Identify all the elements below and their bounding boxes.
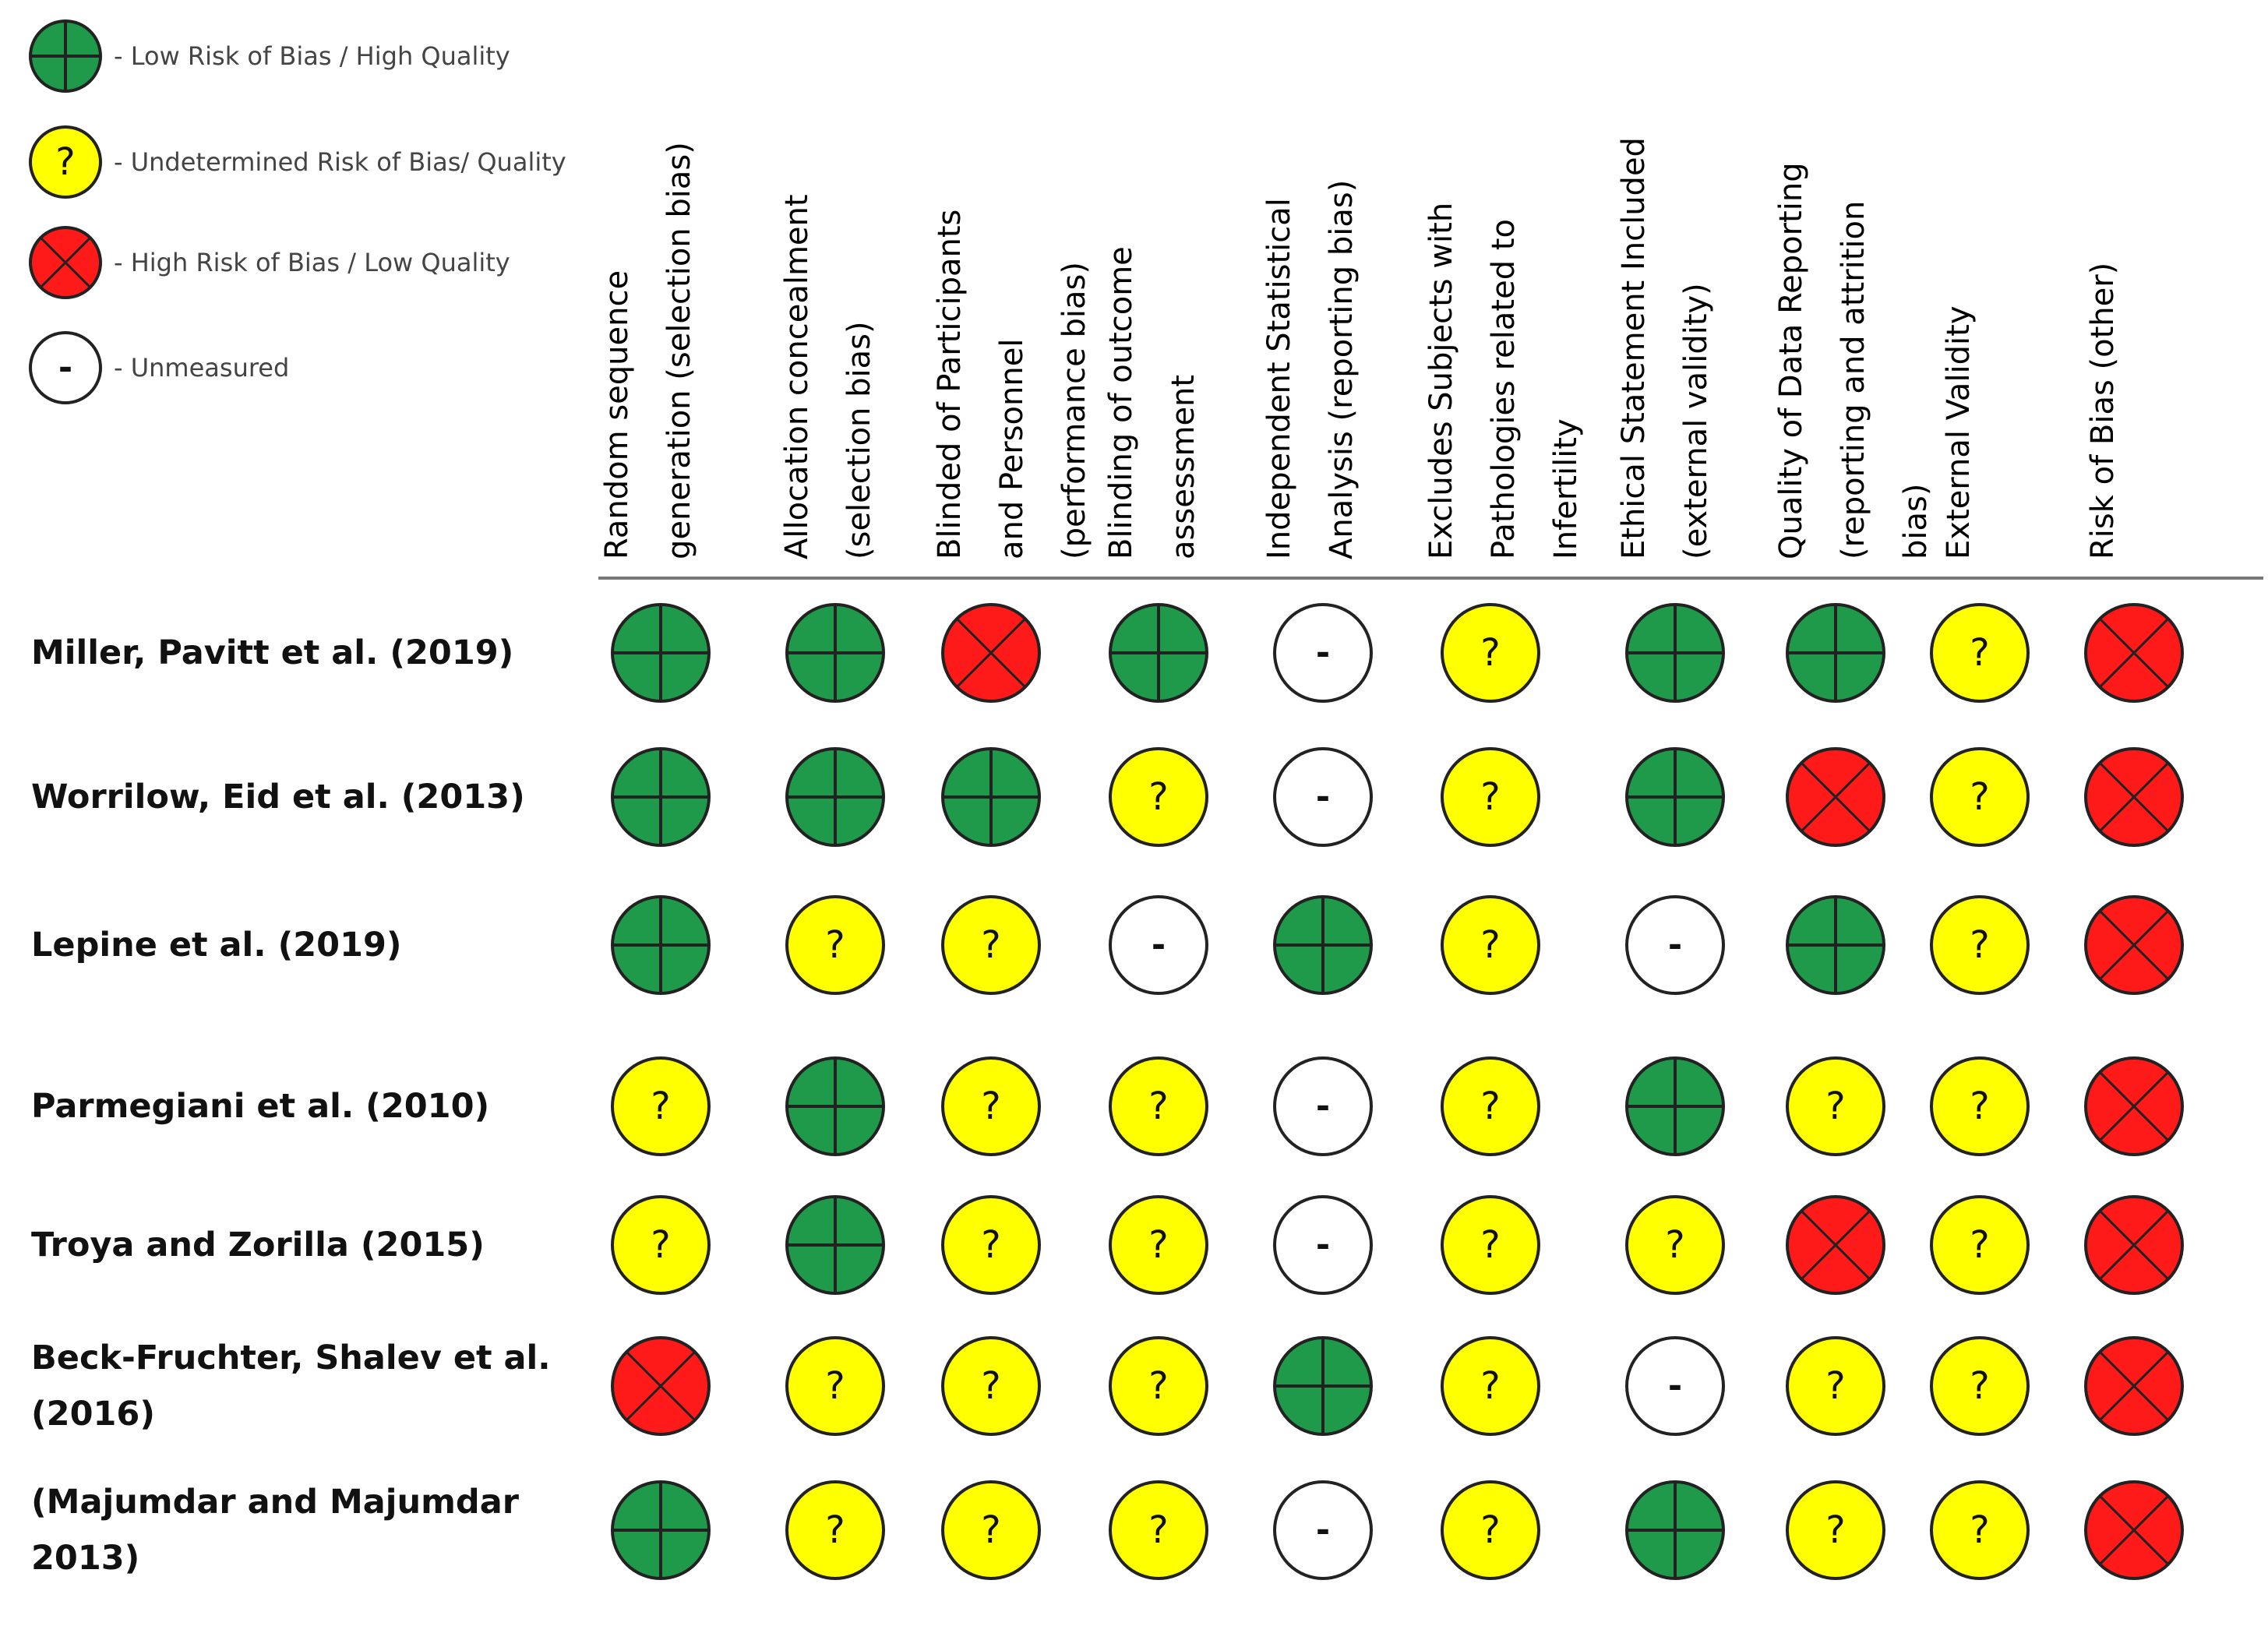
plus-circle-icon bbox=[612, 749, 709, 845]
dash-circle-icon bbox=[1627, 1338, 1723, 1434]
plus-circle-icon bbox=[1627, 749, 1723, 845]
plus-circle-icon bbox=[30, 21, 101, 91]
study-label bbox=[31, 1339, 551, 1434]
plus-circle-icon bbox=[612, 1482, 709, 1578]
dash-mark: - bbox=[1667, 1366, 1683, 1406]
question-circle-icon bbox=[1442, 1058, 1539, 1155]
table-row bbox=[612, 897, 2182, 993]
legend-label-undetermined: - Undetermined Risk of Bias/ Quality bbox=[114, 147, 566, 177]
dash-mark: - bbox=[1315, 633, 1331, 673]
column-header-4 bbox=[1103, 246, 1201, 559]
cross-circle-icon bbox=[2086, 1482, 2182, 1578]
plus-circle-icon bbox=[612, 605, 709, 701]
question-mark: ? bbox=[825, 1364, 845, 1408]
cross-circle-icon bbox=[2086, 1058, 2182, 1155]
question-mark: ? bbox=[825, 923, 845, 967]
column-header-line: Quality of Data Reporting bbox=[1773, 162, 1809, 559]
column-header-9 bbox=[1941, 305, 1977, 559]
question-mark: ? bbox=[981, 1508, 1001, 1552]
study-label-line: Worrilow, Eid et al. (2013) bbox=[31, 778, 525, 817]
cross-circle-icon bbox=[1787, 749, 1884, 845]
legend bbox=[30, 21, 566, 403]
question-mark: ? bbox=[981, 1223, 1001, 1267]
question-mark: ? bbox=[1970, 1223, 1990, 1267]
column-header-line: Blinded of Participants bbox=[932, 209, 968, 559]
study-label bbox=[31, 778, 525, 817]
legend-label-low: - Low Risk of Bias / High Quality bbox=[114, 41, 510, 71]
question-mark: ? bbox=[1825, 1508, 1846, 1552]
question-mark: ? bbox=[1825, 1085, 1846, 1128]
question-circle-icon bbox=[1787, 1058, 1884, 1155]
question-circle-icon bbox=[1110, 749, 1207, 845]
plus-circle-icon bbox=[1627, 1482, 1723, 1578]
dash-mark: - bbox=[1315, 1086, 1331, 1127]
column-header-line: Allocation concealment bbox=[779, 194, 815, 559]
cross-circle-icon bbox=[2086, 1197, 2182, 1293]
cross-circle-icon bbox=[2086, 897, 2182, 993]
legend-label-high: - High Risk of Bias / Low Quality bbox=[114, 248, 510, 277]
column-header-line: Infertility bbox=[1548, 418, 1584, 559]
question-circle-icon bbox=[943, 1197, 1039, 1293]
study-label-line: (Majumdar and Majumdar bbox=[31, 1483, 519, 1522]
question-mark: ? bbox=[1148, 1223, 1169, 1267]
question-mark: ? bbox=[1480, 1223, 1501, 1267]
question-mark: ? bbox=[1148, 1508, 1169, 1552]
plus-circle-icon bbox=[1275, 1338, 1371, 1434]
question-circle-icon bbox=[1442, 1197, 1539, 1293]
column-header-line: Excludes Subjects with bbox=[1423, 202, 1459, 559]
question-mark: ? bbox=[1480, 1085, 1501, 1128]
plus-circle-icon bbox=[787, 1197, 884, 1293]
column-header-7 bbox=[1616, 137, 1714, 559]
question-mark: ? bbox=[651, 1085, 671, 1128]
column-header-6 bbox=[1423, 203, 1584, 559]
dash-mark: - bbox=[1315, 1225, 1331, 1265]
column-header-line: Risk of Bias (other) bbox=[2085, 262, 2121, 559]
table-row bbox=[612, 1338, 2182, 1434]
dash-circle-icon bbox=[1275, 1197, 1371, 1293]
question-mark: ? bbox=[981, 1364, 1001, 1408]
question-circle-icon bbox=[612, 1197, 709, 1293]
question-circle-icon bbox=[787, 1482, 884, 1578]
cross-circle-icon bbox=[2086, 605, 2182, 701]
question-mark: ? bbox=[1480, 631, 1501, 675]
study-label-line: Miller, Pavitt et al. (2019) bbox=[31, 633, 514, 672]
table-row bbox=[612, 1058, 2182, 1155]
question-circle-icon bbox=[1110, 1058, 1207, 1155]
cross-circle-icon bbox=[1787, 1197, 1884, 1293]
column-header-1 bbox=[599, 142, 697, 559]
study-label bbox=[31, 633, 513, 672]
dash-mark: - bbox=[1151, 925, 1166, 965]
study-label bbox=[31, 1226, 485, 1264]
column-header-line: (reporting and attrition bbox=[1836, 200, 1871, 559]
study-label bbox=[31, 1483, 520, 1578]
question-circle-icon bbox=[1931, 897, 2028, 993]
question-mark: ? bbox=[1480, 923, 1501, 967]
question-circle-icon bbox=[787, 897, 884, 993]
question-circle-icon bbox=[943, 1058, 1039, 1155]
column-header-line: Random sequence bbox=[599, 270, 635, 559]
question-circle-icon bbox=[1110, 1197, 1207, 1293]
plus-circle-icon bbox=[787, 749, 884, 845]
dash-circle-icon bbox=[1275, 749, 1371, 845]
question-circle-icon bbox=[1931, 1058, 2028, 1155]
question-mark: ? bbox=[1970, 1364, 1990, 1408]
question-mark: ? bbox=[1148, 1364, 1169, 1408]
column-header-line: assessment bbox=[1166, 374, 1201, 559]
question-circle-icon bbox=[1442, 605, 1539, 701]
table-row bbox=[612, 1482, 2182, 1578]
column-header-line: Pathologies related to bbox=[1486, 219, 1522, 559]
dash-circle-icon bbox=[30, 333, 101, 403]
column-header-10 bbox=[2085, 263, 2121, 559]
question-mark: ? bbox=[981, 1085, 1001, 1128]
question-circle-icon bbox=[943, 1482, 1039, 1578]
question-circle-icon bbox=[1931, 1482, 2028, 1578]
question-circle-icon bbox=[1442, 1338, 1539, 1434]
question-mark: ? bbox=[651, 1223, 671, 1267]
question-mark: ? bbox=[55, 140, 76, 184]
column-header-line: Analysis (reporting bias) bbox=[1324, 179, 1360, 559]
study-label-line: (2016) bbox=[31, 1395, 155, 1434]
column-header-8 bbox=[1773, 162, 1934, 559]
plus-circle-icon bbox=[612, 897, 709, 993]
question-circle-icon bbox=[943, 897, 1039, 993]
question-circle-icon bbox=[943, 1338, 1039, 1434]
plus-circle-icon bbox=[1110, 605, 1207, 701]
column-header-line: Independent Statistical bbox=[1261, 198, 1297, 559]
cross-circle-icon bbox=[2086, 1338, 2182, 1434]
question-mark: ? bbox=[1825, 1364, 1846, 1408]
question-circle-icon bbox=[1110, 1338, 1207, 1434]
plus-circle-icon bbox=[1275, 897, 1371, 993]
column-header-line: Ethical Statement Included bbox=[1616, 137, 1652, 559]
study-label-line: Beck-Fruchter, Shalev et al. bbox=[31, 1339, 551, 1377]
question-mark: ? bbox=[1970, 775, 1990, 819]
question-circle-icon bbox=[30, 127, 101, 197]
question-circle-icon bbox=[787, 1338, 884, 1434]
dash-circle-icon bbox=[1627, 897, 1723, 993]
question-circle-icon bbox=[1627, 1197, 1723, 1293]
study-label-line: Parmegiani et al. (2010) bbox=[31, 1087, 490, 1126]
column-header-2 bbox=[779, 194, 877, 559]
cross-circle-icon bbox=[2086, 749, 2182, 845]
study-label-line: 2013) bbox=[31, 1539, 140, 1578]
legend-label-unmeasured: - Unmeasured bbox=[114, 353, 290, 383]
question-mark: ? bbox=[1480, 1508, 1501, 1552]
question-circle-icon bbox=[1931, 1338, 2028, 1434]
question-mark: ? bbox=[1970, 1085, 1990, 1128]
column-header-line: and Personnel bbox=[994, 338, 1030, 559]
question-mark: ? bbox=[1480, 1364, 1501, 1408]
question-circle-icon bbox=[1931, 1197, 2028, 1293]
column-header-line: bias) bbox=[1898, 483, 1934, 559]
study-label-line: Lepine et al. (2019) bbox=[31, 926, 402, 965]
question-mark: ? bbox=[1148, 1085, 1169, 1128]
question-mark: ? bbox=[825, 1508, 845, 1552]
question-mark: ? bbox=[981, 923, 1001, 967]
question-circle-icon bbox=[1931, 749, 2028, 845]
study-labels bbox=[31, 633, 551, 1578]
table-row bbox=[612, 605, 2182, 701]
dash-circle-icon bbox=[1275, 1058, 1371, 1155]
plus-circle-icon bbox=[787, 605, 884, 701]
plus-circle-icon bbox=[1627, 605, 1723, 701]
plus-circle-icon bbox=[1787, 897, 1884, 993]
question-circle-icon bbox=[1110, 1482, 1207, 1578]
plus-circle-icon bbox=[943, 749, 1039, 845]
column-header-line: (external validity) bbox=[1678, 283, 1714, 559]
column-header-line: (selection bias) bbox=[841, 321, 877, 559]
table-row bbox=[612, 749, 2182, 845]
dash-mark: - bbox=[1315, 1510, 1331, 1550]
question-mark: ? bbox=[1480, 775, 1501, 819]
study-label bbox=[31, 926, 402, 965]
dash-mark: - bbox=[58, 347, 73, 388]
column-header-5 bbox=[1261, 180, 1360, 559]
question-mark: ? bbox=[1665, 1223, 1685, 1267]
column-header-line: (performance bias) bbox=[1056, 262, 1092, 559]
column-header-3 bbox=[932, 210, 1092, 559]
question-circle-icon bbox=[1442, 897, 1539, 993]
question-circle-icon bbox=[1787, 1338, 1884, 1434]
cross-circle-icon bbox=[30, 227, 101, 298]
question-circle-icon bbox=[1442, 1482, 1539, 1578]
dash-mark: - bbox=[1667, 925, 1683, 965]
plus-circle-icon bbox=[1787, 605, 1884, 701]
question-mark: ? bbox=[1970, 631, 1990, 675]
plus-circle-icon bbox=[1627, 1058, 1723, 1155]
question-mark: ? bbox=[1970, 923, 1990, 967]
question-circle-icon bbox=[1787, 1482, 1884, 1578]
dash-circle-icon bbox=[1275, 1482, 1371, 1578]
dash-circle-icon bbox=[1110, 897, 1207, 993]
dash-mark: - bbox=[1315, 777, 1331, 817]
question-circle-icon bbox=[612, 1058, 709, 1155]
dash-circle-icon bbox=[1275, 605, 1371, 701]
cross-circle-icon bbox=[943, 605, 1039, 701]
question-mark: ? bbox=[1970, 1508, 1990, 1552]
column-header-line: External Validity bbox=[1941, 305, 1977, 559]
study-label-line: Troya and Zorilla (2015) bbox=[31, 1226, 485, 1264]
table-row bbox=[612, 1197, 2182, 1293]
rating-grid bbox=[612, 605, 2182, 1578]
question-mark: ? bbox=[1148, 775, 1169, 819]
question-circle-icon bbox=[1442, 749, 1539, 845]
question-circle-icon bbox=[1931, 605, 2028, 701]
column-header-line: Blinding of outcome bbox=[1103, 246, 1139, 559]
plus-circle-icon bbox=[787, 1058, 884, 1155]
cross-circle-icon bbox=[612, 1338, 709, 1434]
study-label bbox=[31, 1087, 489, 1126]
column-header-line: generation (selection bias) bbox=[661, 142, 697, 559]
column-headers bbox=[599, 137, 2121, 559]
